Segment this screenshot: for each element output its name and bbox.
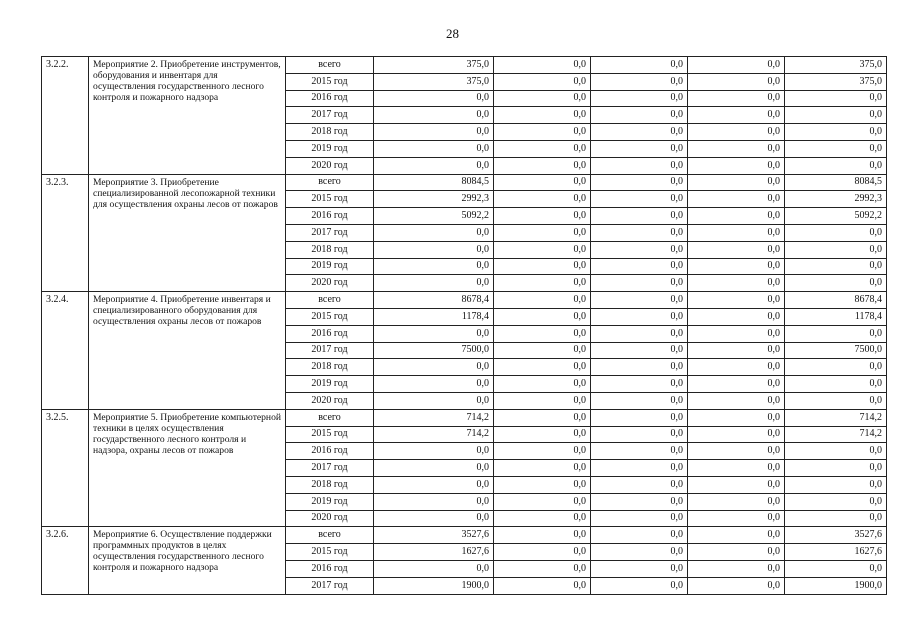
value-cell: 0,0 xyxy=(591,275,688,292)
value-cell: 0,0 xyxy=(785,359,887,376)
period-cell: 2017 год xyxy=(286,460,374,477)
value-cell: 0,0 xyxy=(688,208,785,225)
value-cell: 0,0 xyxy=(374,275,494,292)
value-cell: 0,0 xyxy=(785,275,887,292)
value-cell: 0,0 xyxy=(785,376,887,393)
value-cell: 8084,5 xyxy=(374,174,494,191)
value-cell: 0,0 xyxy=(688,90,785,107)
item-description: Мероприятие 2. Приобретение инструментов, оборудования и инвентаря для осуществления государственного лесного контроля и пожарного надзора xyxy=(89,57,286,175)
period-cell: 2015 год xyxy=(286,426,374,443)
value-cell: 0,0 xyxy=(494,392,591,409)
value-cell: 375,0 xyxy=(785,73,887,90)
value-cell: 0,0 xyxy=(374,476,494,493)
value-cell: 0,0 xyxy=(591,241,688,258)
value-cell: 0,0 xyxy=(494,443,591,460)
value-cell: 0,0 xyxy=(494,460,591,477)
value-cell: 0,0 xyxy=(591,325,688,342)
period-cell: 2020 год xyxy=(286,275,374,292)
period-cell: 2017 год xyxy=(286,342,374,359)
value-cell: 0,0 xyxy=(591,359,688,376)
value-cell: 0,0 xyxy=(785,224,887,241)
value-cell: 0,0 xyxy=(688,241,785,258)
value-cell: 0,0 xyxy=(494,224,591,241)
value-cell: 0,0 xyxy=(374,157,494,174)
period-cell: 2015 год xyxy=(286,73,374,90)
value-cell: 0,0 xyxy=(688,292,785,309)
value-cell: 0,0 xyxy=(494,527,591,544)
value-cell: 0,0 xyxy=(688,325,785,342)
period-cell: 2017 год xyxy=(286,577,374,594)
value-cell: 0,0 xyxy=(591,376,688,393)
value-cell: 0,0 xyxy=(785,157,887,174)
item-description: Мероприятие 5. Приобретение компьютерной техники в целях осуществления государственного лесного контроля и надзора, охраны лесов от пожаров xyxy=(89,409,286,527)
value-cell: 0,0 xyxy=(494,140,591,157)
value-cell: 0,0 xyxy=(494,510,591,527)
value-cell: 0,0 xyxy=(494,90,591,107)
value-cell: 0,0 xyxy=(374,392,494,409)
value-cell: 0,0 xyxy=(494,426,591,443)
period-cell: всего xyxy=(286,174,374,191)
funding-table-body xyxy=(42,57,887,595)
value-cell: 0,0 xyxy=(591,527,688,544)
value-cell: 0,0 xyxy=(591,90,688,107)
value-cell: 0,0 xyxy=(688,544,785,561)
value-cell: 0,0 xyxy=(785,476,887,493)
value-cell: 0,0 xyxy=(591,443,688,460)
period-cell: 2019 год xyxy=(286,376,374,393)
value-cell: 0,0 xyxy=(785,493,887,510)
value-cell: 0,0 xyxy=(374,241,494,258)
value-cell: 0,0 xyxy=(494,73,591,90)
period-cell: 2018 год xyxy=(286,124,374,141)
value-cell: 0,0 xyxy=(688,476,785,493)
value-cell: 0,0 xyxy=(688,359,785,376)
value-cell: 0,0 xyxy=(591,73,688,90)
value-cell: 0,0 xyxy=(494,241,591,258)
value-cell: 0,0 xyxy=(494,359,591,376)
value-cell: 0,0 xyxy=(591,577,688,594)
value-cell: 0,0 xyxy=(688,426,785,443)
value-cell: 0,0 xyxy=(494,191,591,208)
value-cell: 0,0 xyxy=(688,493,785,510)
item-code: 3.2.3. xyxy=(42,174,89,292)
value-cell: 0,0 xyxy=(785,510,887,527)
value-cell: 0,0 xyxy=(591,107,688,124)
value-cell: 0,0 xyxy=(494,107,591,124)
value-cell: 2992,3 xyxy=(785,191,887,208)
period-cell: 2019 год xyxy=(286,140,374,157)
period-cell: 2016 год xyxy=(286,443,374,460)
value-cell: 0,0 xyxy=(591,560,688,577)
period-cell: всего xyxy=(286,527,374,544)
value-cell: 0,0 xyxy=(374,510,494,527)
value-cell: 0,0 xyxy=(374,124,494,141)
period-cell: 2019 год xyxy=(286,258,374,275)
period-cell: 2016 год xyxy=(286,325,374,342)
value-cell: 375,0 xyxy=(785,57,887,74)
value-cell: 0,0 xyxy=(591,308,688,325)
value-cell: 0,0 xyxy=(591,493,688,510)
value-cell: 375,0 xyxy=(374,73,494,90)
value-cell: 0,0 xyxy=(688,560,785,577)
value-cell: 714,2 xyxy=(374,426,494,443)
value-cell: 0,0 xyxy=(688,460,785,477)
period-cell: 2017 год xyxy=(286,224,374,241)
table-row xyxy=(42,292,887,309)
table-row xyxy=(42,57,887,74)
value-cell: 0,0 xyxy=(688,124,785,141)
value-cell: 0,0 xyxy=(785,140,887,157)
value-cell: 0,0 xyxy=(494,493,591,510)
table-row xyxy=(42,174,887,191)
value-cell: 0,0 xyxy=(785,560,887,577)
period-cell: 2016 год xyxy=(286,208,374,225)
value-cell: 0,0 xyxy=(494,292,591,309)
value-cell: 1178,4 xyxy=(785,308,887,325)
item-code: 3.2.2. xyxy=(42,57,89,175)
value-cell: 0,0 xyxy=(591,191,688,208)
value-cell: 0,0 xyxy=(374,443,494,460)
value-cell: 0,0 xyxy=(494,157,591,174)
value-cell: 0,0 xyxy=(591,544,688,561)
value-cell: 0,0 xyxy=(494,409,591,426)
value-cell: 0,0 xyxy=(591,124,688,141)
value-cell: 8678,4 xyxy=(785,292,887,309)
value-cell: 0,0 xyxy=(494,325,591,342)
value-cell: 0,0 xyxy=(688,376,785,393)
value-cell: 0,0 xyxy=(785,107,887,124)
value-cell: 0,0 xyxy=(591,342,688,359)
value-cell: 0,0 xyxy=(494,560,591,577)
item-description: Мероприятие 4. Приобретение инвентаря и специализированного оборудования для осуществления охраны лесов от пожаров xyxy=(89,292,286,410)
value-cell: 0,0 xyxy=(591,476,688,493)
page-number: 28 xyxy=(446,26,459,41)
value-cell: 0,0 xyxy=(591,460,688,477)
value-cell: 7500,0 xyxy=(374,342,494,359)
value-cell: 0,0 xyxy=(785,124,887,141)
value-cell: 714,2 xyxy=(785,409,887,426)
value-cell: 5092,2 xyxy=(785,208,887,225)
value-cell: 0,0 xyxy=(688,392,785,409)
value-cell: 0,0 xyxy=(494,308,591,325)
value-cell: 8084,5 xyxy=(785,174,887,191)
value-cell: 0,0 xyxy=(591,510,688,527)
value-cell: 0,0 xyxy=(688,174,785,191)
value-cell: 0,0 xyxy=(374,140,494,157)
value-cell: 0,0 xyxy=(785,392,887,409)
period-cell: 2015 год xyxy=(286,308,374,325)
value-cell: 0,0 xyxy=(591,409,688,426)
table-row xyxy=(42,527,887,544)
value-cell: 0,0 xyxy=(688,577,785,594)
value-cell: 1627,6 xyxy=(374,544,494,561)
period-cell: 2018 год xyxy=(286,476,374,493)
value-cell: 0,0 xyxy=(688,308,785,325)
value-cell: 0,0 xyxy=(591,140,688,157)
value-cell: 0,0 xyxy=(688,157,785,174)
value-cell: 0,0 xyxy=(785,90,887,107)
value-cell: 714,2 xyxy=(374,409,494,426)
value-cell: 0,0 xyxy=(494,174,591,191)
period-cell: всего xyxy=(286,409,374,426)
value-cell: 0,0 xyxy=(688,107,785,124)
value-cell: 5092,2 xyxy=(374,208,494,225)
value-cell: 3527,6 xyxy=(785,527,887,544)
value-cell: 0,0 xyxy=(494,577,591,594)
funding-table xyxy=(41,56,887,595)
value-cell: 0,0 xyxy=(688,527,785,544)
value-cell: 0,0 xyxy=(688,191,785,208)
value-cell: 0,0 xyxy=(591,392,688,409)
value-cell: 0,0 xyxy=(688,510,785,527)
period-cell: 2015 год xyxy=(286,544,374,561)
value-cell: 8678,4 xyxy=(374,292,494,309)
value-cell: 0,0 xyxy=(688,275,785,292)
value-cell: 0,0 xyxy=(591,174,688,191)
value-cell: 0,0 xyxy=(494,376,591,393)
value-cell: 0,0 xyxy=(591,426,688,443)
value-cell: 0,0 xyxy=(494,57,591,74)
value-cell: 0,0 xyxy=(688,258,785,275)
value-cell: 0,0 xyxy=(785,258,887,275)
value-cell: 0,0 xyxy=(688,409,785,426)
value-cell: 375,0 xyxy=(374,57,494,74)
value-cell: 0,0 xyxy=(785,443,887,460)
value-cell: 0,0 xyxy=(688,73,785,90)
value-cell: 0,0 xyxy=(785,241,887,258)
period-cell: 2016 год xyxy=(286,560,374,577)
value-cell: 0,0 xyxy=(785,460,887,477)
value-cell: 0,0 xyxy=(494,275,591,292)
value-cell: 2992,3 xyxy=(374,191,494,208)
value-cell: 0,0 xyxy=(494,476,591,493)
value-cell: 1178,4 xyxy=(374,308,494,325)
value-cell: 0,0 xyxy=(688,224,785,241)
value-cell: 0,0 xyxy=(688,140,785,157)
period-cell: всего xyxy=(286,292,374,309)
item-code: 3.2.6. xyxy=(42,527,89,594)
period-cell: 2020 год xyxy=(286,510,374,527)
period-cell: 2016 год xyxy=(286,90,374,107)
value-cell: 0,0 xyxy=(374,258,494,275)
value-cell: 1900,0 xyxy=(374,577,494,594)
period-cell: 2018 год xyxy=(286,241,374,258)
value-cell: 0,0 xyxy=(591,292,688,309)
item-description: Мероприятие 6. Осуществление поддержки программных продуктов в целях осуществления государственного лесного контроля и пожарного надзора xyxy=(89,527,286,594)
value-cell: 0,0 xyxy=(374,460,494,477)
value-cell: 0,0 xyxy=(374,325,494,342)
table-row xyxy=(42,409,887,426)
value-cell: 0,0 xyxy=(374,493,494,510)
item-code: 3.2.5. xyxy=(42,409,89,527)
item-code: 3.2.4. xyxy=(42,292,89,410)
period-cell: 2018 год xyxy=(286,359,374,376)
value-cell: 1900,0 xyxy=(785,577,887,594)
value-cell: 0,0 xyxy=(494,208,591,225)
value-cell: 1627,6 xyxy=(785,544,887,561)
value-cell: 0,0 xyxy=(688,57,785,74)
period-cell: 2017 год xyxy=(286,107,374,124)
value-cell: 3527,6 xyxy=(374,527,494,544)
value-cell: 714,2 xyxy=(785,426,887,443)
period-cell: 2020 год xyxy=(286,157,374,174)
period-cell: 2015 год xyxy=(286,191,374,208)
value-cell: 0,0 xyxy=(494,544,591,561)
value-cell: 0,0 xyxy=(374,90,494,107)
value-cell: 0,0 xyxy=(374,359,494,376)
value-cell: 0,0 xyxy=(374,224,494,241)
value-cell: 0,0 xyxy=(494,342,591,359)
value-cell: 0,0 xyxy=(688,342,785,359)
value-cell: 0,0 xyxy=(591,224,688,241)
value-cell: 7500,0 xyxy=(785,342,887,359)
value-cell: 0,0 xyxy=(494,124,591,141)
period-cell: 2020 год xyxy=(286,392,374,409)
value-cell: 0,0 xyxy=(591,157,688,174)
value-cell: 0,0 xyxy=(374,560,494,577)
period-cell: всего xyxy=(286,57,374,74)
value-cell: 0,0 xyxy=(785,325,887,342)
value-cell: 0,0 xyxy=(374,376,494,393)
value-cell: 0,0 xyxy=(591,57,688,74)
value-cell: 0,0 xyxy=(494,258,591,275)
period-cell: 2019 год xyxy=(286,493,374,510)
value-cell: 0,0 xyxy=(591,208,688,225)
value-cell: 0,0 xyxy=(688,443,785,460)
value-cell: 0,0 xyxy=(591,258,688,275)
item-description: Мероприятие 3. Приобретение специализированной лесопожарной техники для осуществления охраны лесов от пожаров xyxy=(89,174,286,292)
value-cell: 0,0 xyxy=(374,107,494,124)
